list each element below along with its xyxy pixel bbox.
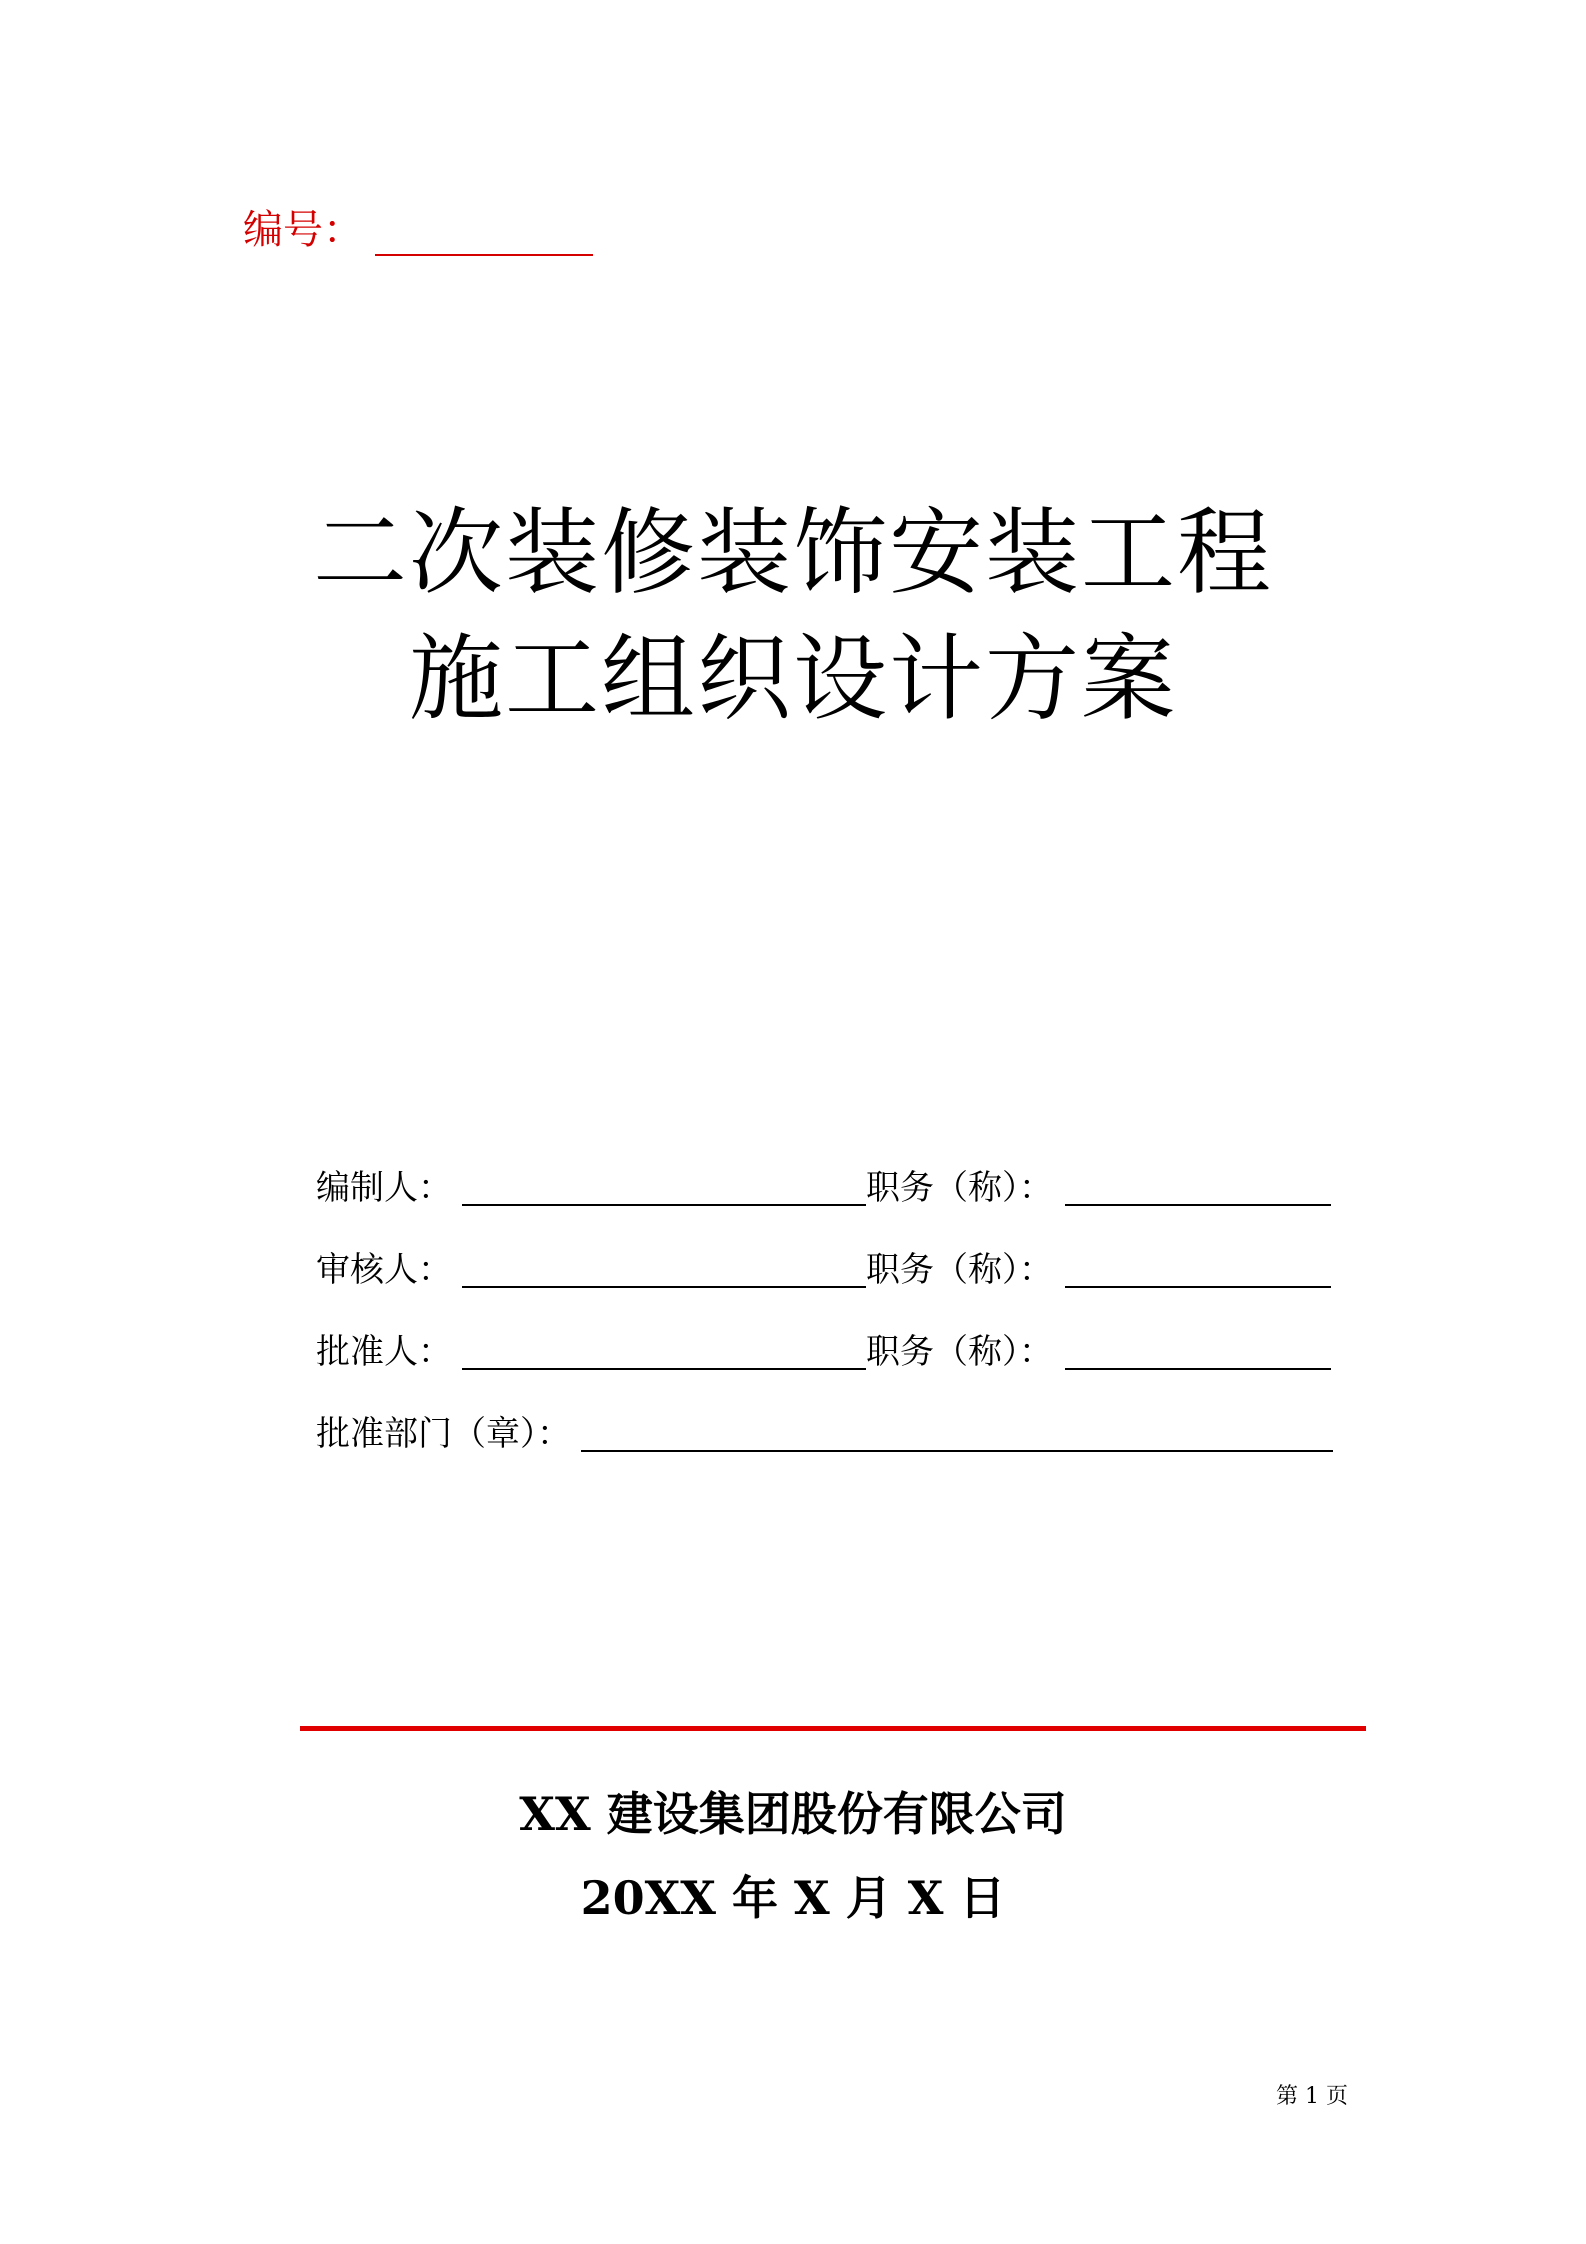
department-blank[interactable] [581, 1450, 1333, 1452]
compiler-position-blank[interactable] [1065, 1204, 1331, 1206]
approver-blank[interactable] [462, 1368, 866, 1370]
compiler-blank[interactable] [462, 1204, 866, 1206]
department-row [316, 1402, 1350, 1458]
company-name: XX 建设集团股份有限公司 [519, 1787, 1067, 1841]
department-label: 批准部门（章）： [316, 1414, 571, 1454]
document-title-line-1: 二次装修装饰安装工程 [312, 499, 1273, 608]
compiler-row [316, 1156, 1350, 1212]
document-number-label: 编号： [243, 207, 363, 253]
compiler-label: 编制人： [316, 1168, 452, 1208]
compiler-position-label: 职务（称）： [866, 1168, 1053, 1208]
approver-label: 批准人： [316, 1332, 452, 1372]
approver-row [316, 1320, 1350, 1376]
reviewer-label: 审核人： [316, 1250, 452, 1290]
reviewer-position-label: 职务（称）： [866, 1250, 1053, 1290]
reviewer-position-blank[interactable] [1065, 1286, 1331, 1288]
red-divider-rule [300, 1726, 1366, 1731]
document-title-line-2: 施工组织设计方案 [408, 625, 1177, 734]
document-number-field [243, 200, 593, 260]
document-date: 20XX 年 X 月 X 日 [580, 1871, 1006, 1925]
page-number: 第 1 页 [1276, 2084, 1348, 2109]
reviewer-blank[interactable] [462, 1286, 866, 1288]
reviewer-row [316, 1238, 1350, 1294]
document-number-blank[interactable] [375, 254, 593, 256]
approver-position-blank[interactable] [1065, 1368, 1331, 1370]
approver-position-label: 职务（称）： [866, 1332, 1053, 1372]
